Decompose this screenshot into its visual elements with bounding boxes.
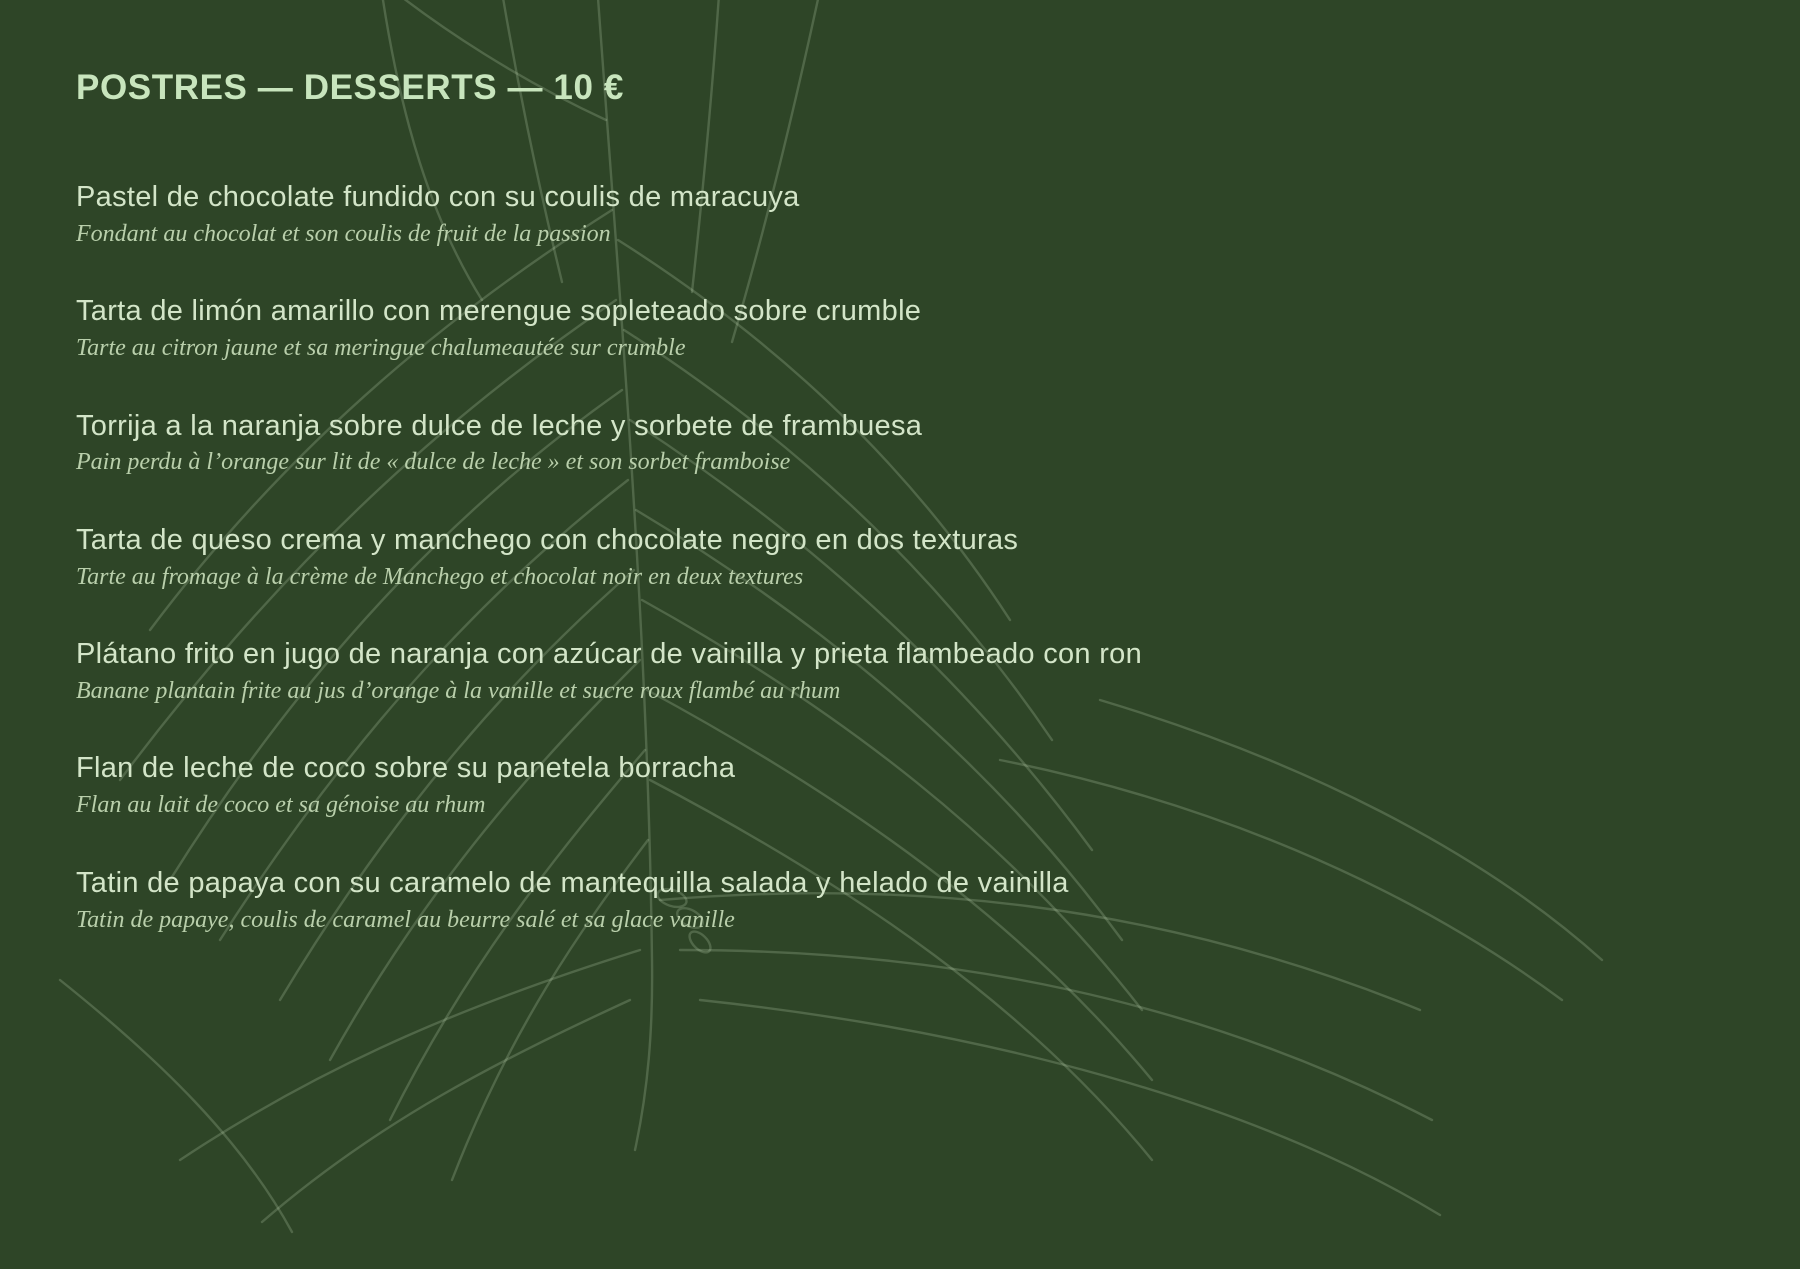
menu-item [76,296,1740,361]
dish-name-es: Flan de leche de coco sobre su panetela borracha [76,752,736,785]
dish-name-fr: Banane plantain frite au jus d’orange à la vanille et sucre roux flambé au rhum [76,678,841,705]
menu-item [76,753,1740,818]
menu-item [76,525,1740,590]
dish-name-es: Tatin de papaya con su caramelo de mantequilla salada y helado de vainilla [76,866,1069,899]
dish-name-fr: Pain perdu à l’orange sur lit de « dulce de leche » et son sorbet framboise [76,449,791,476]
menu-item [76,868,1740,933]
dish-name-es: Tarta de limón amarillo con merengue sopleteado sobre crumble [76,295,922,328]
dish-name-fr: Fondant au chocolat et son coulis de fruit de la passion [76,220,611,247]
menu-title: POSTRES — DESSERTS — 10 € [76,68,624,107]
dish-name-fr: Tarte au fromage à la crème de Manchego et chocolat noir en deux textures [76,563,804,590]
dish-name-es: Plátano frito en jugo de naranja con azúcar de vainilla y prieta flambeado con ron [76,638,1143,671]
dish-name-fr: Tarte au citron jaune et sa meringue chalumeautée sur crumble [76,335,686,362]
menu-item [76,182,1740,247]
menu-items-list [76,182,1740,982]
dish-name-es: Torrija a la naranja sobre dulce de leche y sorbete de frambuesa [76,409,923,442]
menu-item [76,639,1740,704]
dish-name-es: Pastel de chocolate fundido con su coulis de maracuya [76,181,800,213]
dish-name-es: Tarta de queso crema y manchego con chocolate negro en dos texturas [76,523,1019,556]
dish-name-fr: Flan au lait de coco et sa génoise au rhum [76,792,486,819]
menu-item [76,411,1740,476]
dish-name-fr: Tatin de papaye, coulis de caramel au beurre salé et sa glace vanille [76,906,735,933]
